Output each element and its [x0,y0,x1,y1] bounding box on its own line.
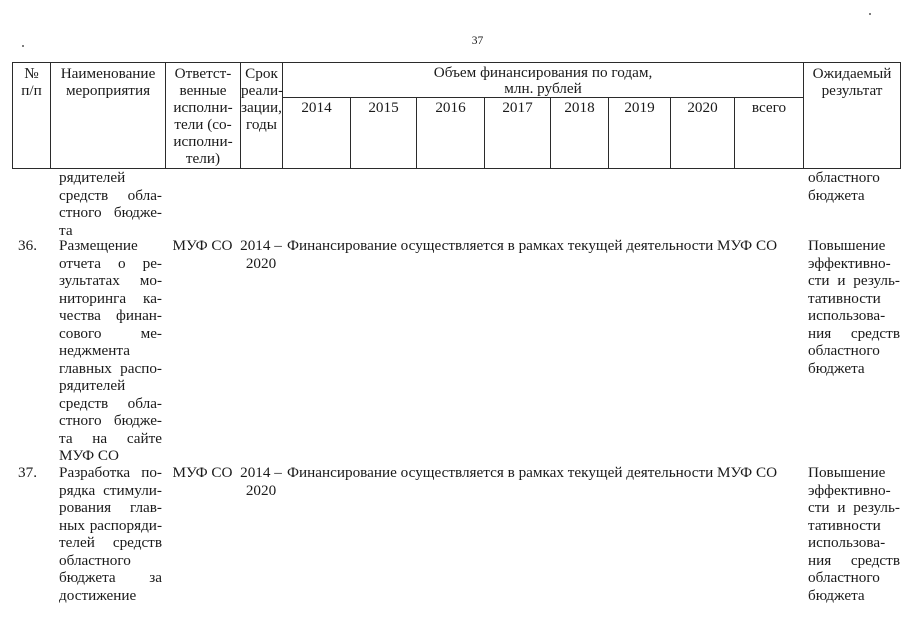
expected-result-line: бюджета [808,359,865,377]
activity-name-cell [50,237,165,465]
scan-speck [22,45,24,47]
expected-result-line: областного [808,569,880,586]
header-cell-year: 2016 [417,98,485,169]
expected-result-line: эффективно- [808,481,891,499]
activity-name-line: бюджета за [59,569,162,586]
header-cell-year: 2014 [283,98,351,169]
table-row [12,237,900,465]
header-line: тели) [185,150,221,167]
page-number: 37 [471,35,484,47]
header-line: п/п [21,82,42,99]
term-cell [240,237,282,465]
header-line: реали- [241,82,284,99]
activity-name-line: средств обла- [59,394,162,412]
term-line: 2020 [245,254,277,272]
activity-name-line: ниторинга ка- [59,289,162,307]
expected-result-line: использова- [808,307,886,324]
activity-name-line: рядителей [59,377,126,394]
table-header [12,62,901,169]
activity-name-line: сового ме- [59,324,162,342]
header-cell-activity-name [51,63,166,169]
responsible-cell: МУФ СО [172,464,233,481]
activity-name-cell [50,169,165,239]
table-row [12,464,900,604]
responsible-cell: МУФ СО [172,237,233,254]
header-cell-responsible [166,63,241,169]
expected-result-line: эффективно- [808,254,891,272]
header-line: Объем финансирования по годам, [433,64,653,81]
activity-name-line: Размещение [59,237,138,254]
term-cell [240,169,282,239]
expected-result-line: областного [808,169,880,186]
activity-name-line: телей средств [59,534,162,551]
activity-name-line: средств обла- [59,186,162,204]
term-line: 2014 – [240,237,282,254]
header-line: венные [179,82,227,99]
funding-cell: Финансирование осуществляется в рамках текущей деятельности МУФ СО [287,464,778,481]
activity-name-line: неджмента [59,342,130,359]
expected-result-line: Повышение [808,237,886,254]
activity-name-line: Разработка по- [59,464,162,481]
expected-result-line: тативности [808,516,881,534]
activity-name-line: МУФ СО [59,447,120,464]
expected-result-line: ния средств [808,551,900,569]
header-line: тели (со- [174,116,232,133]
header-line: мероприятия [65,82,151,99]
header-line: исполни- [173,99,233,116]
header-cell-year: 2015 [351,98,417,169]
header-line: № [24,65,39,82]
expected-result-line: областного [808,342,880,359]
expected-result-line: Повышение [808,464,886,481]
expected-result-line: тативности [808,289,881,307]
activity-name-line: рования глав- [59,499,162,516]
activity-name-line: достижение [59,586,137,604]
term-cell [240,464,282,604]
header-cell-total: всего [735,98,804,169]
row-number: 36. [18,237,37,254]
activity-name-line: стного бюдже- [59,412,162,429]
header-cell-year: 2017 [485,98,551,169]
expected-result-line: бюджета [808,586,865,604]
header-line: результат [821,82,883,99]
header-cell-year: 2020 [671,98,735,169]
header-cell-term [241,63,283,169]
expected-result-line: сти и резуль- [808,499,900,516]
expected-result-cell [803,169,900,239]
header-line: Ответст- [174,65,232,82]
activity-name-cell [50,464,165,604]
header-cell-year: 2018 [551,98,609,169]
activity-name-line: рядка стимули- [59,481,162,499]
header-line: Ожидаемый [812,65,892,82]
row-number: 37. [18,464,37,481]
activity-name-line: та на сайте [59,429,162,447]
activity-name-line: ных распоряди- [59,516,162,534]
expected-result-cell [803,237,900,465]
header-cell-year: 2019 [609,98,671,169]
header-line: зации, [241,99,282,116]
scan-speck [869,13,871,15]
activity-name-line: главных распо- [59,359,162,377]
table-row-continued [12,169,900,239]
header-cell-number [13,63,51,169]
header-line: млн. рублей [504,80,582,97]
header-line: исполни- [173,133,233,150]
expected-result-line: сти и резуль- [808,272,900,289]
expected-result-line: использова- [808,534,886,551]
responsible-cell [165,169,240,239]
header-line: годы [246,116,277,133]
activity-name-line: та [59,221,73,239]
activity-name-line: чества финан- [59,307,162,324]
row-number-cell [12,169,50,239]
activity-name-line: стного бюдже- [59,204,162,221]
header-cell-funding [283,63,804,98]
expected-result-cell [803,464,900,604]
header-cell-expected-result [804,63,901,169]
header-line: Наименование [60,65,156,82]
expected-result-line: ния средств [808,324,900,342]
term-line: 2014 – [240,464,282,481]
activity-name-line: отчета о ре- [59,254,162,272]
header-line: Срок [245,65,278,82]
activity-name-line: областного [59,551,131,569]
expected-result-line: бюджета [808,186,865,204]
funding-cell [282,169,803,239]
funding-cell: Финансирование осуществляется в рамках текущей деятельности МУФ СО [287,237,778,254]
term-line: 2020 [245,481,277,499]
activity-name-line: зультатах мо- [59,272,162,289]
activity-name-line: рядителей [59,169,126,186]
